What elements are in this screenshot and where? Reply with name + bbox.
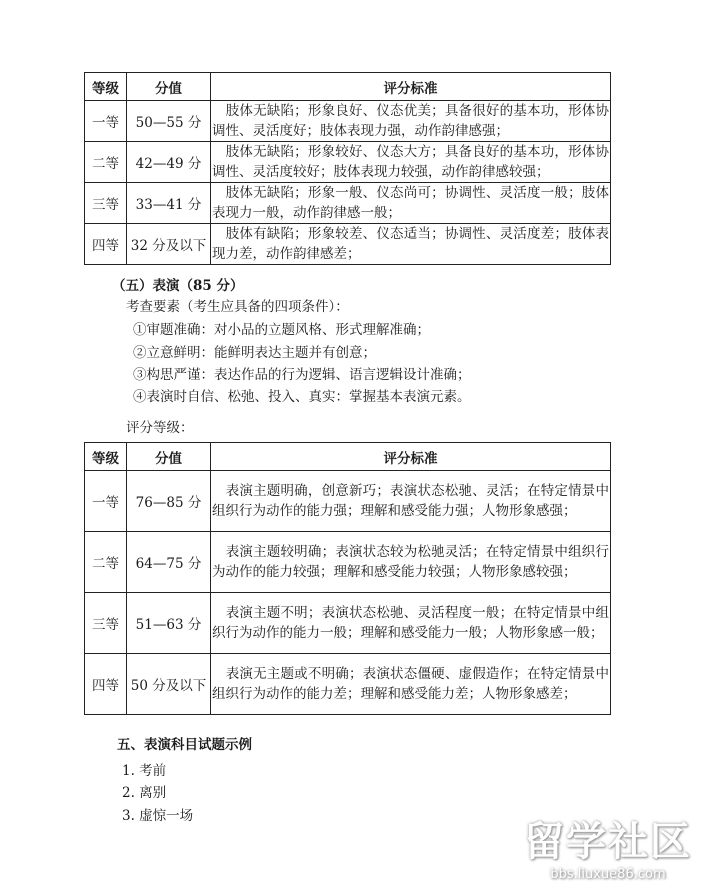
score-cell: 50 分及以下 [127, 654, 211, 715]
header-score: 分值 [127, 73, 211, 101]
score-cell: 50—55 分 [127, 101, 211, 142]
criteria-cell: 表演主题不明；表演状态松驰、灵活程度一般；在特定情景中组织行为动作的能力一般；理解和感受能力一般；人物形象感一般； [211, 593, 611, 654]
grade-cell: 三等 [85, 183, 127, 224]
grade-cell: 一等 [85, 101, 127, 142]
table-row [85, 471, 611, 532]
table-row [85, 224, 611, 265]
criteria-cell: 肢体无缺陷；形象较好、仪态大方；具备良好的基本功，形体协调性、灵活度较好；肢体表现力较强，动作韵律感较强； [211, 142, 611, 183]
table-row [85, 532, 611, 593]
table-row [85, 142, 611, 183]
score-cell: 51—63 分 [127, 593, 211, 654]
list-item: ②立意鲜明：能鲜明表达主题并有创意； [133, 345, 376, 361]
header-score: 分值 [127, 443, 211, 471]
header-grade: 等级 [85, 73, 127, 101]
table-row [85, 183, 611, 224]
list-item: ①审题准确：对小品的立题风格、形式理解准确； [133, 322, 430, 338]
grade-cell: 二等 [85, 142, 127, 183]
score-cell: 42—49 分 [127, 142, 211, 183]
watermark-logo [524, 810, 692, 882]
grade-cell: 三等 [85, 593, 127, 654]
header-criteria: 评分标准 [211, 443, 611, 471]
table-header [85, 443, 611, 471]
grade-cell: 一等 [85, 471, 127, 532]
list-item: 3. 虚惊一场 [122, 808, 194, 824]
list-item: 1. 考前 [122, 763, 167, 779]
grade-cell: 二等 [85, 532, 127, 593]
criteria-cell: 表演主题明确，创意新巧；表演状态松驰、灵活；在特定情景中组织行为动作的能力强；理解和感受能力强；人物形象感强； [211, 471, 611, 532]
examples-heading: 五、表演科目试题示例 [117, 737, 252, 753]
header-criteria: 评分标准 [211, 73, 611, 101]
criteria-cell: 肢体无缺陷；形象良好、仪态优美；具备很好的基本功，形体协调性、灵活度好；肢体表现力强，动作韵律感强； [211, 101, 611, 142]
criteria-cell: 肢体无缺陷；形象一般、仪态尚可；协调性、灵活度一般；肢体表现力一般，动作韵律感一般； [211, 183, 611, 224]
performance-criteria-table [84, 442, 611, 715]
watermark-title: 留学社区 [524, 819, 692, 865]
grading-label: 评分等级： [126, 420, 194, 436]
list-item: 2. 离别 [122, 785, 167, 801]
table-row [85, 593, 611, 654]
grade-cell: 四等 [85, 224, 127, 265]
section-intro: 考查要素（考生应具备的四项条件）： [126, 299, 349, 315]
header-grade: 等级 [85, 443, 127, 471]
score-cell: 33—41 分 [127, 183, 211, 224]
score-cell: 32 分及以下 [127, 224, 211, 265]
section-heading: （五）表演（85 分） [112, 278, 244, 294]
table-header [85, 73, 611, 101]
table-row [85, 101, 611, 142]
criteria-cell: 表演无主题或不明确；表演状态僵硬、虚假造作；在特定情景中组织行为动作的能力差；理解和感受能力差；人物形象感差； [211, 654, 611, 715]
score-cell: 76—85 分 [127, 471, 211, 532]
criteria-cell: 肢体有缺陷；形象较差、仪态适当；协调性、灵活度差；肢体表现力差，动作韵律感差； [211, 224, 611, 265]
criteria-cell: 表演主题较明确；表演状态较为松驰灵活；在特定情景中组织行为动作的能力较强；理解和感受能力较强；人物形象感较强； [211, 532, 611, 593]
watermark-url: bbs.liuxue86.com [550, 867, 666, 882]
list-item: ④表演时自信、松弛、投入、真实：掌握基本表演元素。 [133, 389, 471, 405]
body-criteria-table [84, 72, 611, 265]
grade-cell: 四等 [85, 654, 127, 715]
list-item: ③构思严谨：表达作品的行为逻辑、语言逻辑设计准确； [133, 367, 471, 383]
score-cell: 64—75 分 [127, 532, 211, 593]
table-row [85, 654, 611, 715]
